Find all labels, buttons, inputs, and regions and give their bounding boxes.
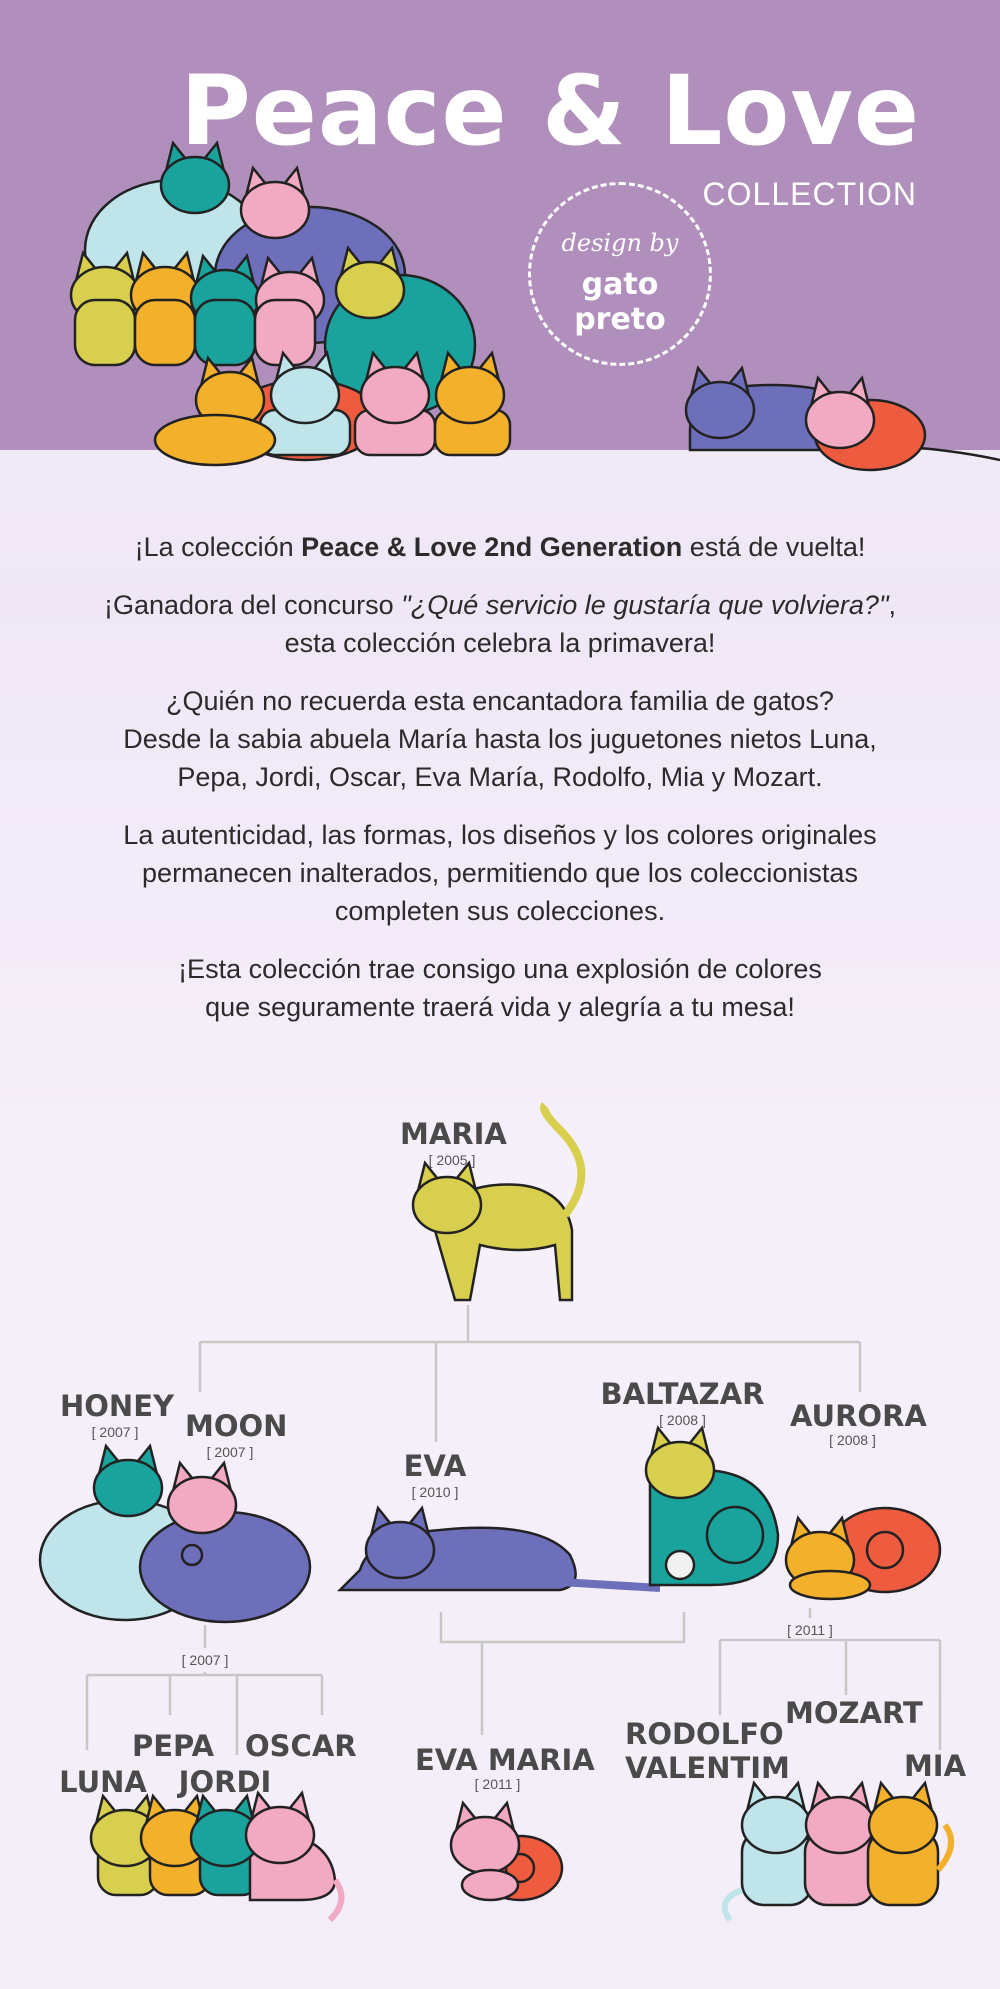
baltazar-name: BALTAZAR (600, 1377, 765, 1411)
kids-group-3-year: [ 2011 ] (787, 1622, 833, 1638)
eva-maria-year: [ 2011 ] (474, 1776, 521, 1792)
aurora-name: AURORA (790, 1399, 927, 1433)
rodolfo-name: RODOLFO (625, 1717, 784, 1751)
four-kittens (91, 1793, 341, 1920)
eva-maria-name: EVA MARIA (415, 1743, 595, 1777)
moon-name: MOON (185, 1409, 288, 1443)
baltazar-aurora-cats (646, 1428, 940, 1599)
mozart-name: MOZART (785, 1696, 923, 1730)
maria-year: [ 2005 ] (428, 1152, 476, 1168)
aurora-year: [ 2008 ] (829, 1432, 876, 1448)
eva-year: [ 2010 ] (411, 1484, 459, 1500)
badge-design-by: design by (561, 229, 679, 257)
kids-group-1-year: [ 2007 ] (181, 1652, 229, 1668)
maria-name: MARIA (400, 1117, 507, 1151)
baltazar-year: [ 2008 ] (659, 1412, 706, 1428)
intro-paragraph-4: La autenticidad, las formas, los diseños y los colores originales permanecen inalterados, permitiendo que los coleccionistas completen sus colecciones. (123, 820, 877, 926)
header-lying-cats (686, 368, 1000, 470)
moon-year: [ 2007 ] (206, 1444, 254, 1460)
intro-paragraph-3: ¿Quién no recuerda esta encantadora familia de gatos? Desde la sabia abuela María hasta los juguetones nietos Luna, Pepa, Jordi, Oscar, Eva María, Rodolfo, Mia y Mozart. (123, 686, 877, 792)
mia-name: MIA (903, 1749, 967, 1783)
intro-paragraph-2: ¡Ganadora del concurso "¿Qué servicio le gustaría que volviera?", esta colección celebra la primavera! (103, 590, 897, 658)
valentim-name: VALENTIM (625, 1751, 790, 1785)
oscar-name: OSCAR (245, 1729, 357, 1763)
three-kittens (725, 1783, 951, 1920)
intro-paragraph-5: ¡Esta colección trae consigo una explosión de colores que seguramente traerá vida y alegría a tu mesa! (178, 954, 822, 1022)
eva-cat (340, 1508, 660, 1590)
intro-text (40, 528, 960, 1046)
luna-name: LUNA (59, 1765, 147, 1799)
pepa-name: PEPA (131, 1729, 215, 1763)
honey-moon-cats (40, 1446, 310, 1622)
eva-maria-cat (451, 1803, 562, 1900)
intro-paragraph-1: ¡La colección Peace & Love 2nd Generation está de vuelta! (134, 532, 866, 562)
honey-year: [ 2007 ] (91, 1424, 139, 1440)
jordi-name: JORDI (178, 1765, 272, 1799)
eva-name: EVA (403, 1449, 467, 1483)
badge-brand: gato preto (574, 267, 666, 337)
honey-name: HONEY (60, 1389, 175, 1423)
collection-title: Peace & Love (180, 55, 920, 167)
collection-subtitle: COLLECTION (702, 176, 917, 212)
header-cat-pile (71, 143, 510, 465)
